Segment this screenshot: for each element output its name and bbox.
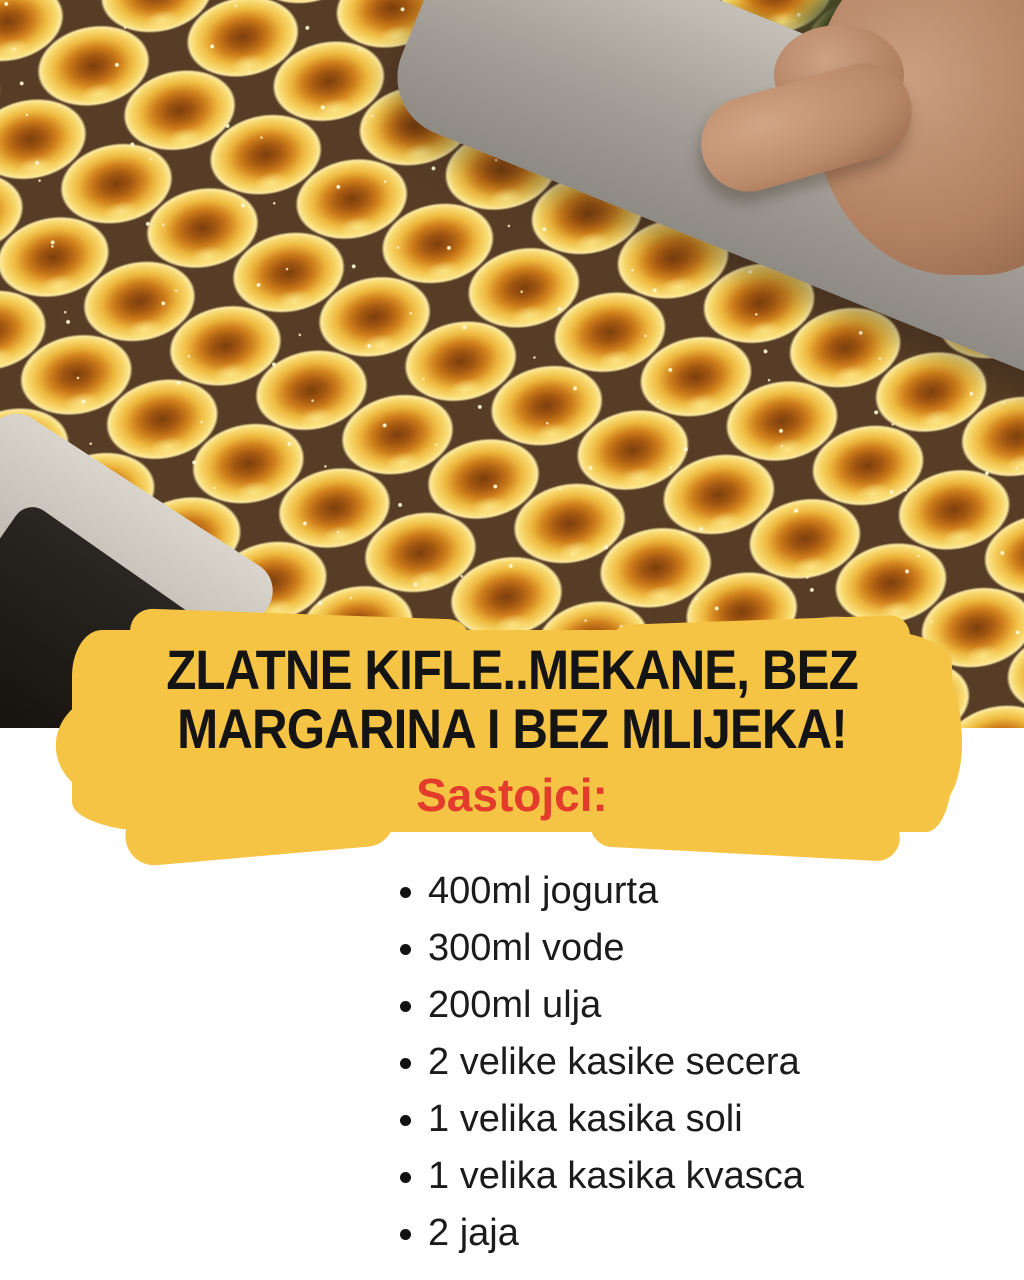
- recipe-title: [61, 640, 962, 758]
- recipe-title-line2: MARGARINA I BEZ MLIJEKA!: [177, 697, 847, 760]
- banner-text: [0, 640, 1024, 820]
- ingredient-item: 200ml ulja: [400, 977, 804, 1034]
- ingredients-list: [400, 863, 804, 1262]
- ingredient-item: 2 jaja: [400, 1205, 804, 1262]
- ingredient-item: 2 velike kasike secera: [400, 1034, 804, 1091]
- ingredient-item: 300ml vode: [400, 920, 804, 977]
- ingredient-item: 1 velika kasika kvasca: [400, 1148, 804, 1205]
- recipe-title-line1: ZLATNE KIFLE..MEKANE, BEZ: [166, 638, 858, 701]
- ingredient-item: 1 velika kasika soli: [400, 1091, 804, 1148]
- hand: [704, 0, 1024, 295]
- ingredient-item: 400ml jogurta: [400, 863, 804, 920]
- ingredients-heading: Sastojci:: [416, 769, 608, 821]
